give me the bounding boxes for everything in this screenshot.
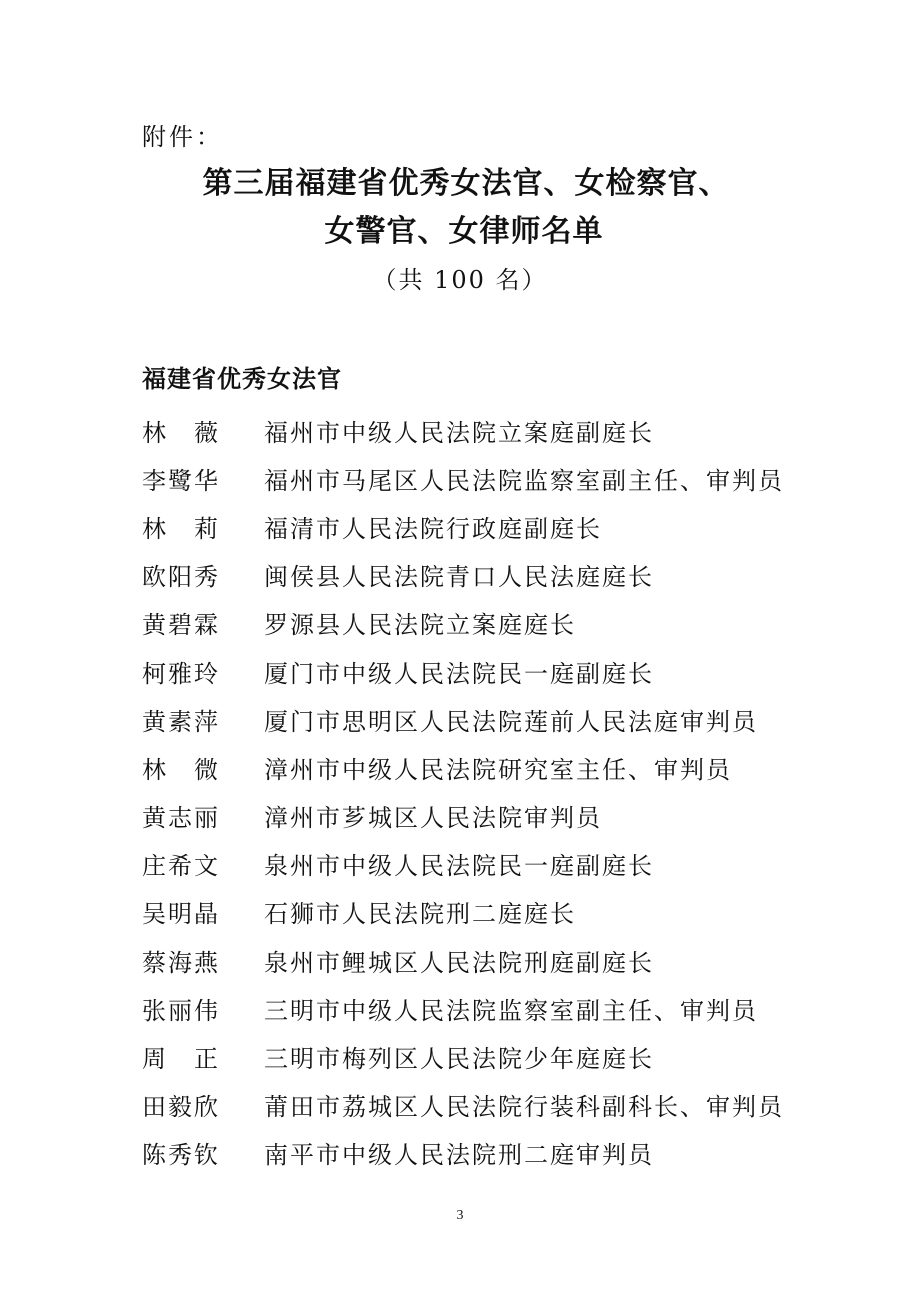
- honoree-position: 福州市中级人民法院立案庭副庭长: [264, 418, 654, 447]
- honoree-position: 莆田市荔城区人民法院行装科副科长、审判员: [264, 1093, 784, 1122]
- honoree-name: 黄志丽: [142, 804, 220, 833]
- honoree-name: 田毅欣: [142, 1093, 220, 1122]
- honoree-position: 泉州市鲤城区人民法院刑庭副庭长: [264, 948, 654, 977]
- honoree-name: 黄素萍: [142, 707, 220, 736]
- honoree-name: 庄希文: [142, 852, 220, 881]
- list-item: [142, 1081, 842, 1129]
- honoree-name: 林 薇: [142, 418, 220, 447]
- page-number: 3: [456, 1208, 464, 1223]
- honoree-list: [142, 406, 842, 1177]
- honoree-name: 李鹭华: [142, 466, 220, 495]
- list-item: [142, 888, 842, 936]
- honoree-name: 欧阳秀: [142, 563, 220, 592]
- honoree-position: 福清市人民法院行政庭副庭长: [264, 514, 602, 543]
- honoree-position: 石狮市人民法院刑二庭庭长: [264, 900, 576, 929]
- list-item: [142, 551, 842, 599]
- list-item: [142, 840, 842, 888]
- document-title-line-2: 女警官、女律师名单: [324, 214, 604, 249]
- list-item: [142, 406, 842, 454]
- honoree-name: 蔡海燕: [142, 948, 220, 977]
- honoree-position: 三明市梅列区人民法院少年庭庭长: [264, 1045, 654, 1074]
- list-item: [142, 792, 842, 840]
- list-item: [142, 502, 842, 550]
- list-item: [142, 1032, 842, 1080]
- honoree-position: 罗源县人民法院立案庭庭长: [264, 611, 576, 640]
- honoree-name: 林 微: [142, 755, 220, 784]
- section-title: 福建省优秀女法官: [142, 365, 342, 393]
- honoree-name: 柯雅玲: [142, 659, 220, 688]
- total-count: （共 100 名）: [372, 266, 548, 294]
- document-title-line-1: 第三届福建省优秀女法官、女检察官、: [202, 166, 730, 201]
- list-item: [142, 695, 842, 743]
- honoree-position: 漳州市中级人民法院研究室主任、审判员: [264, 755, 732, 784]
- honoree-position: 福州市马尾区人民法院监察室副主任、审判员: [264, 466, 784, 495]
- honoree-name: 周 正: [142, 1045, 220, 1074]
- list-item: [142, 984, 842, 1032]
- honoree-position: 漳州市芗城区人民法院审判员: [264, 804, 602, 833]
- honoree-position: 闽侯县人民法院青口人民法庭庭长: [264, 563, 654, 592]
- honoree-position: 泉州市中级人民法院民一庭副庭长: [264, 852, 654, 881]
- honoree-name: 陈秀钦: [142, 1141, 220, 1170]
- list-item: [142, 1129, 842, 1177]
- honoree-position: 厦门市思明区人民法院莲前人民法庭审判员: [264, 707, 758, 736]
- honoree-position: 南平市中级人民法院刑二庭审判员: [264, 1141, 654, 1170]
- honoree-name: 黄碧霖: [142, 611, 220, 640]
- honoree-name: 吴明晶: [142, 900, 220, 929]
- list-item: [142, 936, 842, 984]
- list-item: [142, 599, 842, 647]
- honoree-position: 厦门市中级人民法院民一庭副庭长: [264, 659, 654, 688]
- list-item: [142, 454, 842, 502]
- list-item: [142, 743, 842, 791]
- honoree-position: 三明市中级人民法院监察室副主任、审判员: [264, 996, 758, 1025]
- attachment-label: 附件：: [142, 123, 223, 151]
- honoree-name: 林 莉: [142, 514, 220, 543]
- list-item: [142, 647, 842, 695]
- honoree-name: 张丽伟: [142, 996, 220, 1025]
